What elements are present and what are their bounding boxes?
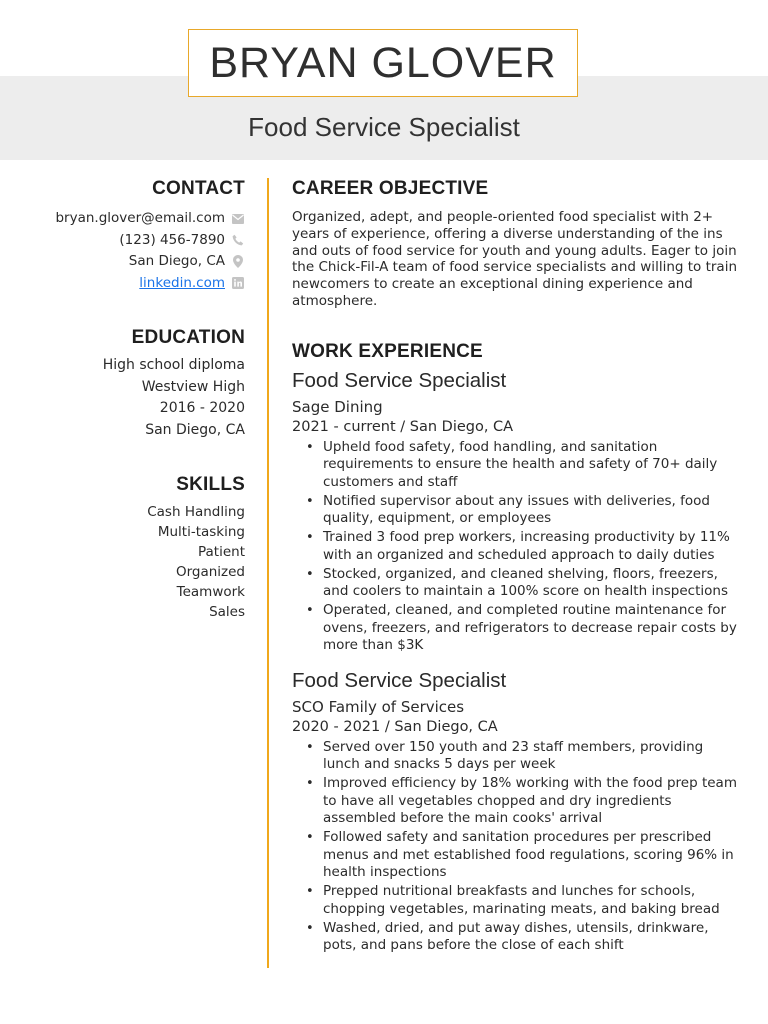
envelope-icon bbox=[231, 212, 245, 226]
work-experience-heading: WORK EXPERIENCE bbox=[292, 340, 483, 362]
contact-phone bbox=[20, 230, 245, 252]
objective-text: Organized, adept, and people-oriented food specialist with 2+ years of experience, offering a diverse understanding of the ins and outs of food service for youth and young adults. Eager to join the Chick-Fil-A team of food service specialists and willing to train newcomers to create an exceptional dining experience and atmosphere. bbox=[292, 209, 737, 309]
job-bullet: • Operated, cleaned, and completed routine maintenance for ovens, freezers, and refrigerators to decrease repair costs by more than $3K bbox=[292, 602, 744, 655]
job-bullet: • Served over 150 youth and 23 staff members, providing lunch and snacks 5 days per week bbox=[292, 739, 744, 774]
job-bullets bbox=[292, 739, 744, 955]
contact-heading: CONTACT bbox=[152, 178, 245, 199]
skill-item: Organized bbox=[175, 564, 245, 580]
job-company: Sage Dining bbox=[292, 397, 383, 416]
location-text: San Diego, CA bbox=[128, 253, 225, 269]
job-bullet: • Stocked, organized, and cleaned shelving, floors, freezers, and coolers to maintain a 100% score on health inspections bbox=[292, 566, 744, 601]
skill-item: Multi-tasking bbox=[157, 524, 245, 540]
skill-item: Patient bbox=[197, 544, 245, 560]
applicant-name: BRYAN GLOVER bbox=[209, 38, 557, 87]
job-company: SCO Family of Services bbox=[292, 697, 465, 716]
skill-item: Teamwork bbox=[176, 584, 245, 600]
left-column bbox=[20, 178, 245, 622]
right-column bbox=[292, 178, 744, 956]
job-bullet: • Upheld food safety, food handling, and sanitation requirements to ensure the health and safety of 70+ daily customers and staff bbox=[292, 439, 744, 492]
objective-heading: CAREER OBJECTIVE bbox=[292, 178, 489, 199]
contact-linkedin bbox=[20, 273, 245, 295]
contact-list bbox=[20, 208, 245, 294]
job-dates: 2021 - current / San Diego, CA bbox=[292, 418, 514, 435]
skills-list bbox=[20, 502, 245, 622]
phone-text: (123) 456-7890 bbox=[119, 231, 225, 248]
job-title: Food Service Specialist bbox=[292, 368, 507, 392]
job-dates: 2020 - 2021 / San Diego, CA bbox=[292, 718, 498, 735]
education-section bbox=[20, 327, 245, 441]
education-degree: High school diploma bbox=[102, 357, 245, 373]
column-divider bbox=[267, 178, 269, 968]
education-dates: 2016 - 2020 bbox=[159, 400, 245, 416]
skills-heading: SKILLS bbox=[176, 474, 245, 495]
job-title: Food Service Specialist bbox=[292, 668, 507, 692]
job-bullets bbox=[292, 439, 744, 655]
job-bullet: • Notified supervisor about any issues with deliveries, food quality, equipment, or employees bbox=[292, 493, 744, 528]
contact-email bbox=[20, 208, 245, 230]
phone-icon bbox=[231, 233, 245, 247]
education-school: Westview High bbox=[141, 378, 245, 395]
job-bullet: • Improved efficiency by 18% working with the food prep team to have all vegetables chopped and dry ingredients assembled before the main cooks' arrival bbox=[292, 775, 744, 828]
job-entry bbox=[292, 369, 744, 655]
job-bullet: • Washed, dried, and put away dishes, utensils, drinkware, pots, and pans before the close of each shift bbox=[292, 920, 744, 955]
job-bullet: • Trained 3 food prep workers, increasing productivity by 11% with an organized and scheduled approach to daily duties bbox=[292, 529, 744, 564]
linkedin-link[interactable]: linkedin.com bbox=[139, 274, 225, 291]
skill-item: Cash Handling bbox=[147, 504, 245, 520]
education-heading: EDUCATION bbox=[131, 327, 245, 348]
contact-location bbox=[20, 251, 245, 273]
job-role-title: Food Service Specialist bbox=[248, 112, 520, 142]
job-entry bbox=[292, 669, 744, 955]
job-bullet: • Followed safety and sanitation procedures per prescribed menus and met established food regulations, scoring 96% in health inspections bbox=[292, 829, 744, 882]
education-list bbox=[20, 355, 245, 441]
email-text: bryan.glover@email.com bbox=[55, 210, 225, 226]
linkedin-icon bbox=[231, 276, 245, 290]
skill-item: Sales bbox=[209, 604, 245, 620]
job-bullet: • Prepped nutritional breakfasts and lunches for schools, chopping vegetables, marinating meats, and baking bread bbox=[292, 883, 744, 918]
name-box bbox=[188, 29, 578, 97]
map-pin-icon bbox=[231, 255, 245, 269]
skills-section bbox=[20, 474, 245, 622]
education-location: San Diego, CA bbox=[145, 421, 245, 438]
